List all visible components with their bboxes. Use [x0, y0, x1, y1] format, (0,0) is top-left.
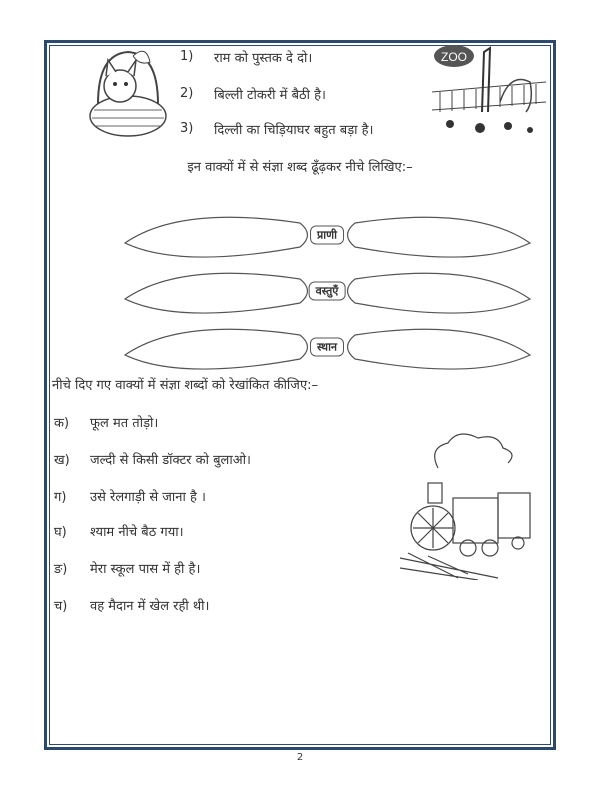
sentence-number: 2) [180, 86, 194, 101]
zoo-sign-text: ZOO [441, 50, 467, 64]
sentence-number: ङ) [54, 562, 68, 577]
sentence-number: क) [54, 416, 70, 431]
sentence-number: घ) [54, 525, 67, 540]
leaf-label-places: स्थान [310, 338, 344, 357]
page-number: 2 [296, 752, 304, 763]
sentence-text: बिल्ली टोकरी में बैठी है। [214, 88, 326, 103]
sentence-text: श्याम नीचे बैठ गया। [90, 525, 184, 540]
sentence-text: दिल्ली का चिड़ियाघर बहुत बड़ा है। [214, 123, 374, 138]
instruction-find-nouns: इन वाक्यों में से संज्ञा शब्द ढूँढ़कर नीचे लिखिए:– [187, 160, 413, 175]
sentence-number: 1) [180, 49, 194, 64]
sentence-text: राम को पुस्तक दे दो। [214, 51, 313, 66]
page-border [44, 40, 556, 750]
leaf-label-animals: प्राणी [310, 226, 344, 245]
zoo-illustration [430, 42, 548, 138]
sentence-text: उसे रेलगाड़ी से जाना है । [90, 490, 206, 505]
leaf-label-things: वस्तुएँ [309, 282, 346, 301]
sentence-text: वह मैदान में खेल रही थी। [90, 599, 210, 614]
sentence-text: मेरा स्कूल पास में ही है। [90, 562, 201, 577]
train-illustration [398, 428, 536, 580]
sentence-text: फूल मत तोड़ो। [90, 416, 159, 431]
cat-basket-illustration [78, 44, 178, 140]
instruction-underline-nouns: नीचे दिए गए वाक्यों में संज्ञा शब्दों को रेखांकित कीजिए:– [52, 378, 319, 393]
sentence-number: ग) [54, 490, 67, 505]
sentence-number: च) [54, 599, 68, 614]
sentence-number: ख) [54, 453, 70, 468]
sentence-number: 3) [180, 121, 194, 136]
sentence-text: जल्दी से किसी डॉक्टर को बुलाओ। [90, 453, 251, 468]
